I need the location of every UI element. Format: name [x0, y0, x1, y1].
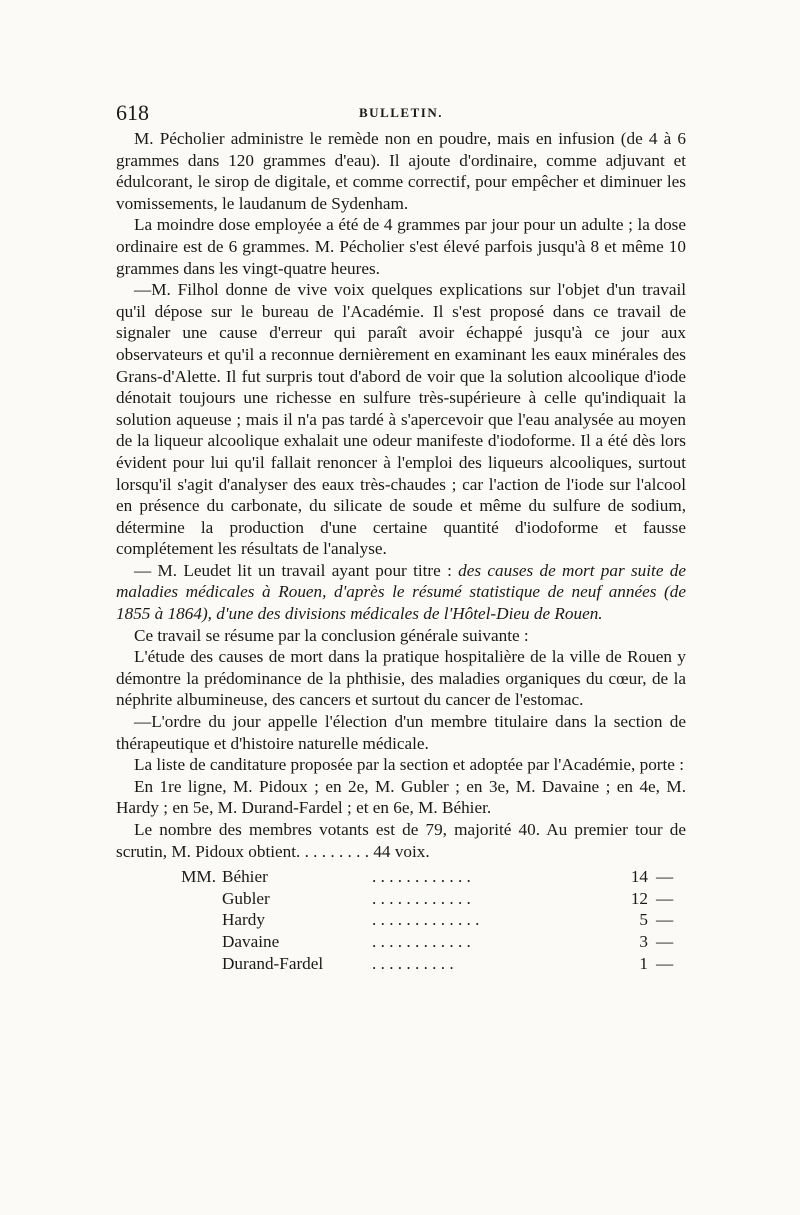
vote-count: 5 [639, 910, 648, 930]
vote-row [116, 866, 686, 888]
ditto-dash: — [656, 910, 674, 930]
paragraph-conclusion: L'étude des causes de mort dans la pratique hospitalière de la ville de Rouen y démontre la prédominance de la phthisie, des maladies organiques du cœur, de la néphrite albumineuse, des cancers et surtout du cancer de l'estomac. [116, 647, 686, 710]
vote-prefix [116, 953, 222, 975]
vote-count: 1 [639, 953, 648, 973]
vote-count: 12 [630, 888, 648, 908]
vote-prefix [116, 931, 222, 953]
paragraph-conclusion-intro: Ce travail se résume par la conclusion générale suivante : [134, 625, 529, 645]
ditto-dash: — [656, 867, 674, 887]
candidate-name: Hardy [222, 910, 265, 930]
vote-results [116, 866, 686, 974]
ditto-dash: — [656, 931, 674, 951]
leader-dots: . . . . . . . . . . . . [372, 931, 471, 951]
leader-dots: . . . . . . . . . . . . [372, 867, 471, 887]
paragraph-candidate-list: La liste de canditature proposée par la section et adoptée par l'Académie, porte : [134, 755, 684, 775]
leudet-work-title: des causes de mort par suite de maladies médicales à Rouen, d'après le résumé statistique de neuf années (de 1855 à 1864), d'une des divisions médicales de l'Hôtel-Dieu de Rouen. [116, 560, 686, 624]
running-title: BULLETIN. [359, 105, 443, 120]
candidate-name: Davaine [222, 931, 280, 951]
document-page [116, 100, 686, 974]
vote-row [116, 888, 686, 910]
ditto-dash: — [656, 953, 674, 973]
vote-row [116, 953, 686, 975]
leader-dots: . . . . . . . . . . . . [372, 888, 471, 908]
page-header [116, 100, 686, 128]
paragraph-filhol: —M. Filhol donne de vive voix quelques explications sur l'objet d'un travail qu'il dépose sur le bureau de l'Académie. Il s'est proposé dans ce travail de signaler une cause d'erreur qui paraît avoir échappé jusqu'à ce jour aux observateurs et qu'il a reconnue dernièrement en examinant les eaux minérales des Grans-d'Alette. Il fut surpris tout d'abord de voir que la solution alcoolique d'iode dénotait toujours une richesse en sulfure très-supérieure à celle qu'indiquait la solution aqueuse ; mais il n'a pas tardé à s'apercevoir que l'eau analysée au moyen de la liqueur alcoolique exhalait une odeur manifeste d'iodoforme. Il a été dès lors évident pour lui qu'il fallait renoncer à l'emploi des liqueurs alcooliques, surtout lorsqu'il s'agit d'analyser des eaux très-chaudes ; car l'action de l'iode sur l'alcool en présence du carbonate, du silicate de soude et même du sulfure de sodium, détermine la production d'une certaine quantité d'iodoforme et fausse complétement les résultats de l'analyse. [116, 280, 686, 559]
vote-row [116, 909, 686, 931]
vote-row [116, 931, 686, 953]
leudet-intro: — M. Leudet lit un travail ayant pour titre : [134, 560, 459, 580]
vote-prefix [116, 909, 222, 931]
candidate-name: Durand-Fardel [222, 953, 324, 973]
vote-prefix [116, 888, 222, 910]
paragraph-election: —L'ordre du jour appelle l'élection d'un membre titulaire dans la section de thérapeutique et d'histoire naturelle médicale. [116, 712, 686, 753]
paragraph-vote-count: Le nombre des membres votants est de 79, majorité 40. Au premier tour de scrutin, M. Pidoux obtient. . . . . . . . . 44 voix. [116, 820, 686, 861]
vote-prefix: MM. [181, 867, 216, 887]
ditto-dash: — [656, 888, 674, 908]
vote-count: 14 [630, 867, 648, 887]
leader-dots: . . . . . . . . . . . . . [372, 910, 480, 930]
candidate-name: Gubler [222, 888, 270, 908]
candidate-name: Béhier [222, 867, 268, 887]
paragraph-leudet [116, 560, 686, 625]
paragraph-pecholier-dose: M. Pécholier administre le remède non en poudre, mais en infusion (de 4 à 6 grammes dans 120 grammes d'eau). Il ajoute d'ordinaire, comme adjuvant et édulcorant, le sirop de digitale, et comme correctif, pour empêcher et diminuer les vomissements, le laudanum de Sydenham. [116, 129, 686, 213]
page-number: 618 [116, 100, 149, 125]
paragraph-dosage: La moindre dose employée a été de 4 grammes par jour pour un adulte ; la dose ordinaire est de 6 grammes. M. Pécholier s'est élevé parfois jusqu'à 8 et même 10 grammes dans les vingt-quatre heures. [116, 215, 686, 278]
leader-dots: . . . . . . . . . . [372, 953, 454, 973]
paragraph-ranking: En 1re ligne, M. Pidoux ; en 2e, M. Gubler ; en 3e, M. Davaine ; en 4e, M. Hardy ; en 5e, M. Durand-Fardel ; et en 6e, M. Béhier. [116, 776, 686, 818]
vote-count: 3 [639, 931, 648, 951]
